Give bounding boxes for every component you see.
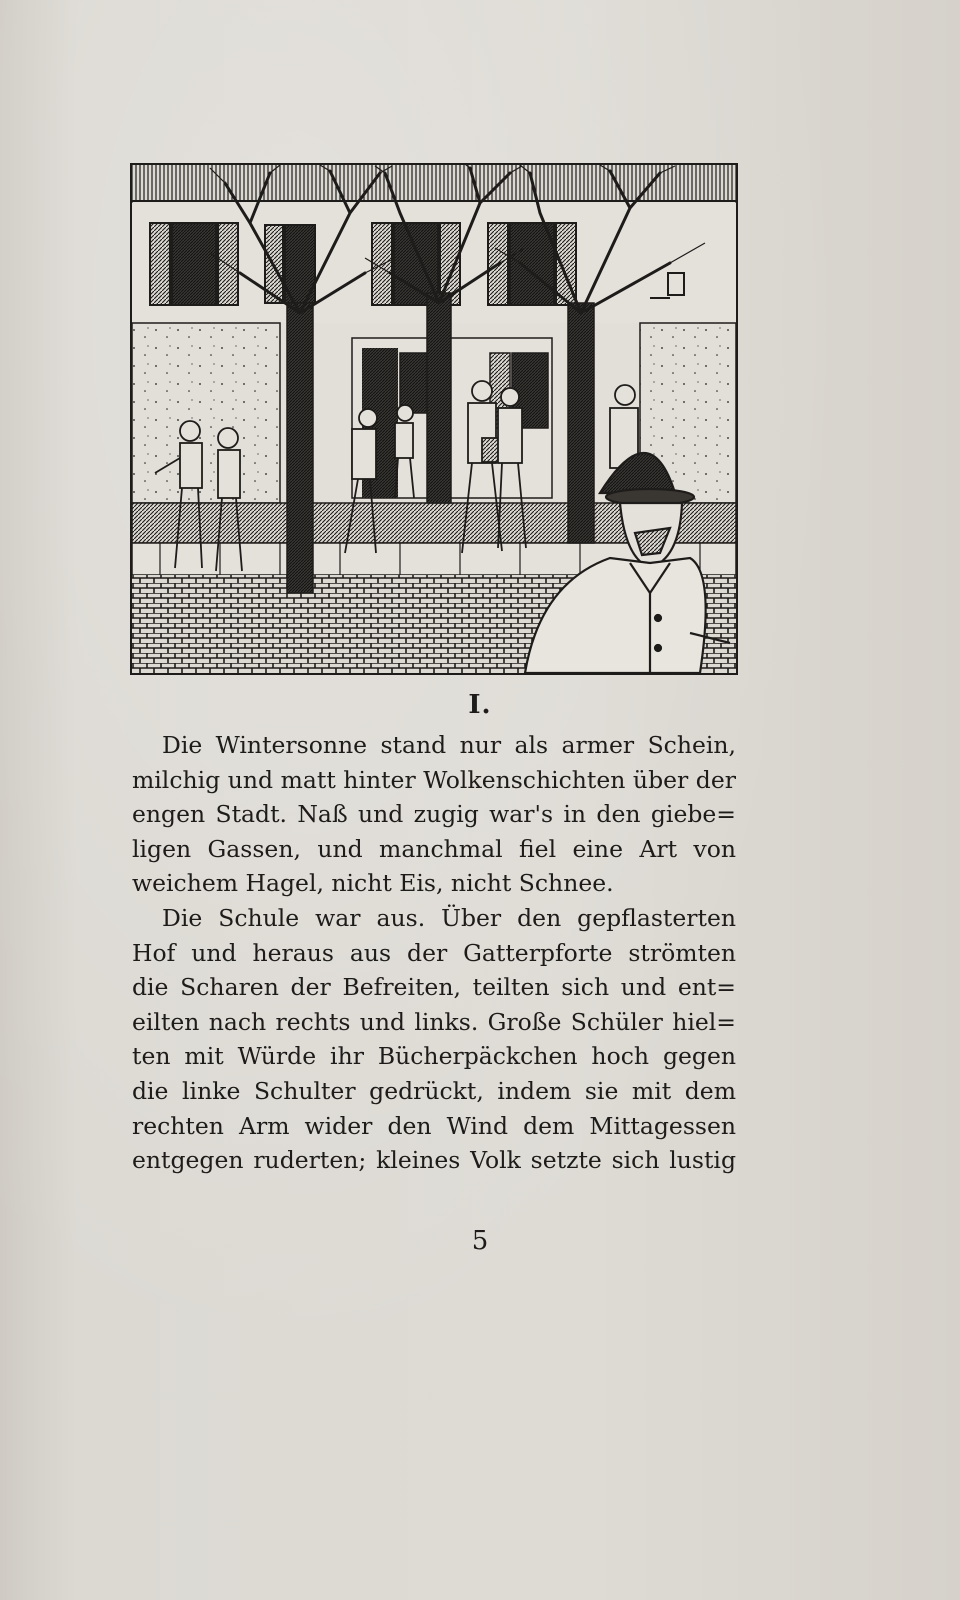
text-line: weichem Hagel, nicht Eis, nicht Schnee. [132, 869, 614, 898]
text-line: ten mit Würde ihr Bücherpäckchen hoch gegen [132, 1042, 736, 1071]
text-line: rechten Arm wider den Wind dem Mittagessen [132, 1111, 736, 1140]
chapter-number: I. [468, 690, 492, 720]
page-number: 5 [471, 1226, 489, 1256]
text-line: ligen Gassen, und manchmal fiel eine Art von [132, 834, 736, 863]
text-line: die Scharen der Befreiten, teilten sich und ent= [132, 973, 736, 1002]
text-line: eilten nach rechts und links. Große Schüler hiel= [132, 1007, 736, 1036]
body-text [132, 728, 736, 1178]
woodcut-illustration-school-courtyard [130, 163, 738, 675]
text-line: entgegen ruderten; kleines Volk setzte sich lustig [132, 1146, 736, 1175]
text-line: Die Schule war aus. Über den gepflasterten [162, 903, 736, 932]
text-line: engen Stadt. Naß und zugig war's in den giebe= [132, 800, 736, 829]
text-line: milchig und matt hinter Wolkenschichten über der [132, 765, 736, 794]
text-line: Die Wintersonne stand nur als armer Schein, [162, 731, 736, 759]
text-line: Hof und heraus aus der Gatterpforte strömten [132, 938, 736, 967]
text-line: die linke Schulter gedrückt, indem sie mit dem [132, 1076, 736, 1105]
